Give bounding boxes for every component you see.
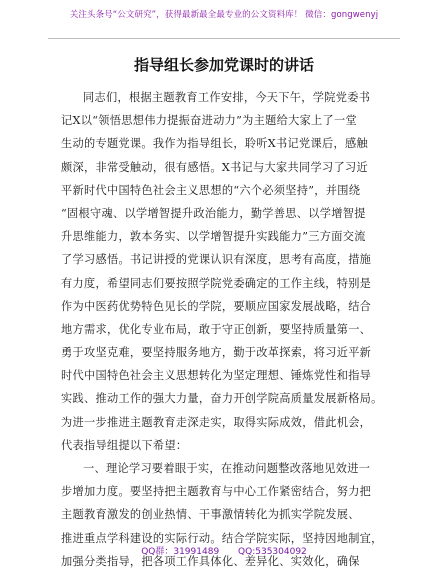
body-line: 平新时代中国特色社会主义思想的“六个必须坚持”，并围绕 (61, 183, 361, 197)
body-line: 勇于攻坚克难，要坚持服务地方，勤于改革探索，将习近平新 (61, 346, 372, 360)
body-line: 生动的专题党课。我作为指导组长，聆听X书记党课后，感触 (61, 137, 368, 151)
body-line: 升思维能力，敦本务实、以学增智提升实践能力”三方面交流 (61, 230, 366, 244)
body-line: 地方需求，优化专业布局，敢于守正创新，要坚持质量第一、 (61, 322, 372, 336)
body-line: 有力度，希望同志们要按照学院党委确定的工作主线，特别是 (61, 276, 372, 290)
footer-qq: QQ:535304092 (238, 547, 307, 557)
body-line: 步增加力度。要坚持把主题教育与中心工作紧密结合，努力把 (61, 485, 372, 499)
body-line: 了学习感悟。书记讲授的党课认识有深度，思考有高度，措施 (61, 253, 372, 267)
header-divider (48, 38, 400, 39)
body-line: 同志们，根据主题教育工作安排，今天下午，学院党委书 (83, 91, 371, 104)
body-line: 加强分类指导，把各项工作具体化、差异化、实效化，确保 (61, 554, 360, 568)
footer-qq-group: QQ群：31991489 (141, 547, 220, 557)
promo-banner: 关注头条号“公文研究”，获得最新最全最专业的公文资料库！ 微信：gongwenyj (69, 10, 379, 20)
body-line: “固根守魂、以学增智提升政治能力，勤学善思、以学增智提 (61, 206, 366, 220)
body-line: 一、理论学习要着眼于实，在推动问题整改落地见效进一 (83, 462, 371, 475)
document-title: 指导组长参加党课时的讲话 (133, 56, 314, 74)
body-line: 代表指导组提以下希望： (61, 438, 188, 452)
body-line: 作为中医药优势特色见长的学院，要顺应国家发展战略，结合 (61, 299, 372, 313)
body-line: 实践、推动工作的强大力量，奋力开创学院高质量发展新格局。 (61, 392, 383, 406)
page-footer (0, 544, 448, 557)
body-line: 主题教育激发的创业热情、干事激情转化为抓实学院发展、 (61, 508, 360, 522)
body-line: 颇深，非常受触动，很有感悟。X书记与大家共同学习了习近 (61, 160, 368, 174)
body-line: 时代中国特色社会主义思想转化为坚定理想、锤炼党性和指导 (61, 369, 372, 383)
document-body (61, 86, 397, 573)
body-line: 记X以“领悟思想伟力提振奋进动力”为主题给大家上了一堂 (61, 114, 358, 128)
body-line: 为进一步推进主题教育走深走实，取得实际成效，借此机会， (61, 415, 372, 429)
body-line: 推进重点学科建设的实际行动。结合学院实际，坚持因地制宜， (61, 531, 383, 545)
